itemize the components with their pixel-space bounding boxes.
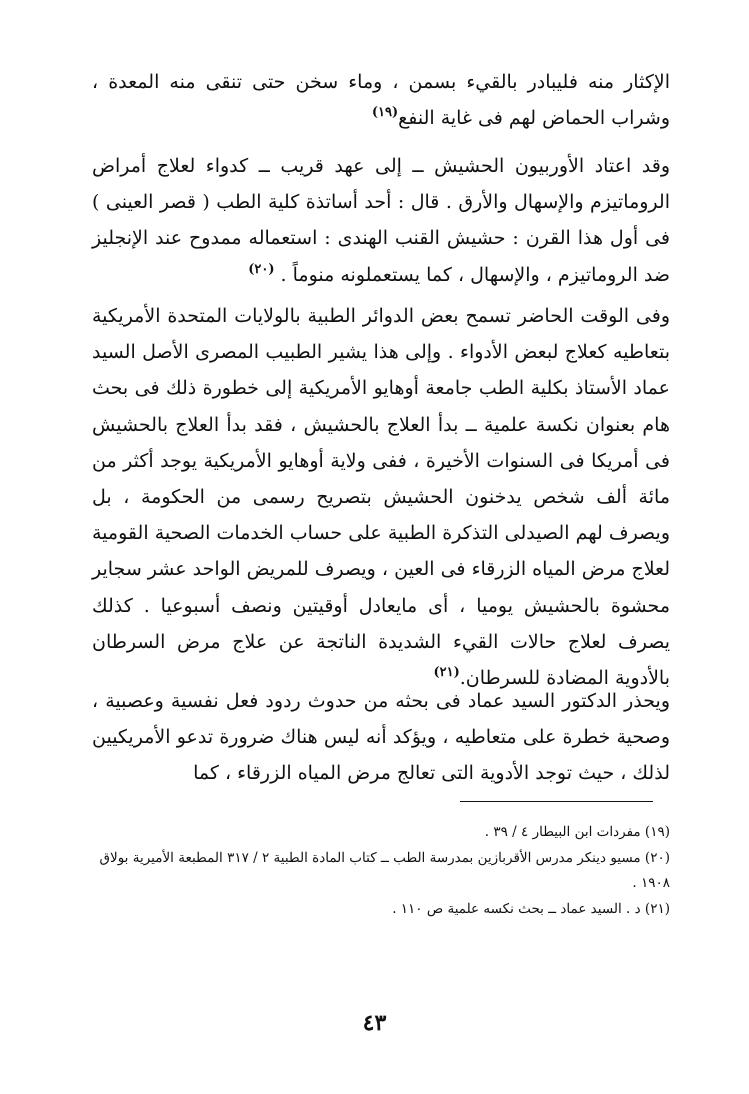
paragraph-4 [92, 683, 670, 792]
footnote-21: (٢١) د . السيد عماد ــ بحث نكسه علمية ص ١١٠ . [392, 900, 670, 917]
paragraph-3-text: وفى الوقت الحاضر تسمح بعض الدوائر الطبية بالولايات المتحدة الأمريكية بتعاطيه كعلاج لبعض الأدواء . وإلى هذا يشير الطبيب المصرى الأصل السيد عماد الأستاذ بكلية الطب جامعة أوهايو الأمريكية إلى خطورة ذلك فى بحث هام بعنوان نكسة علمية ــ بدأ العلاج بالحشيش ، فقد بدأ العلاج بالحشيش فى أمريكا فى السنوات الأخيرة ، ففى ولاية أوهايو الأمريكية يوجد أكثر من مائة ألف شخص يدخنون الحشيش بتصريح رسمى من الحكومة ، بل ويصرف لهم الصيدلى التذكرة الطبية على حساب الخدمات الصحية القومية لعلاج مرض المياه الزرقاء فى العين ، ويصرف للمريض الواحد عشر سجاير محشوة بالحشيش يوميا ، أى مايعادل أوقيتين ونصف أسبوعيا . كذلك يصرف لعلاج حالات القيء الشديدة الناتجة عن علاج مرض السرطان بالأدوية المضادة للسرطان [92, 305, 670, 690]
footnotes [92, 820, 670, 922]
footnote-divider [460, 801, 653, 802]
footnote-19: (١٩) مفردات ابن البيطار ٤ / ٣٩ . [484, 824, 670, 840]
paragraph-1-text: الإكثار منه فليبادر بالقيء بسمن ، وماء سخن حتى تنقى منه المعدة ، وشراب الحماض لهم فى غاية النفع [92, 71, 670, 130]
paragraph-1 [92, 64, 670, 136]
paragraph-4-text: ويحذر الدكتور السيد عماد فى بحثه من حدوث ردود فعل نفسية وعصبية ، وصحية خطرة على متعاطيه ، ويؤكد أنه ليس هناك ضرورة تدعو الأمريكيين لذلك ، حيث توجد الأدوية التى تعالج مرض المياه الزرقاء ، كما [92, 690, 670, 785]
paragraph-3-tail: . [459, 667, 466, 690]
footnote-ref-20: (٢٠) [248, 261, 275, 277]
paragraph-2-text: وقد اعتاد الأوربيون الحشيش ــ إلى عهد قريب ــ كدواء لعلاج أمراض الروماتيزم والإسهال والأرق . قال : أحد أساتذة كلية الطب ( قصر العينى ) فى أول هذا القرن : حشيش القنب الهندى : استعماله ممدوح عند الإنجليز ضد الروماتيزم ، والإسهال ، كما يستعملونه منوماً . [92, 155, 670, 286]
footnote-20: (٢٠) مسيو دينكر مدرس الأقربازين بمدرسة الطب ــ كتاب المادة الطبية ٢ / ٣١٧ المطبعة الأميرية بولاق ١٩٠٨ . [99, 849, 670, 891]
footnote-ref-21: (٢١) [433, 665, 460, 681]
page-number: ٤٣ [362, 1010, 387, 1036]
paragraph-2 [92, 148, 670, 293]
footnote-ref-19: (١٩) [371, 105, 399, 121]
paragraph-3 [92, 298, 670, 696]
